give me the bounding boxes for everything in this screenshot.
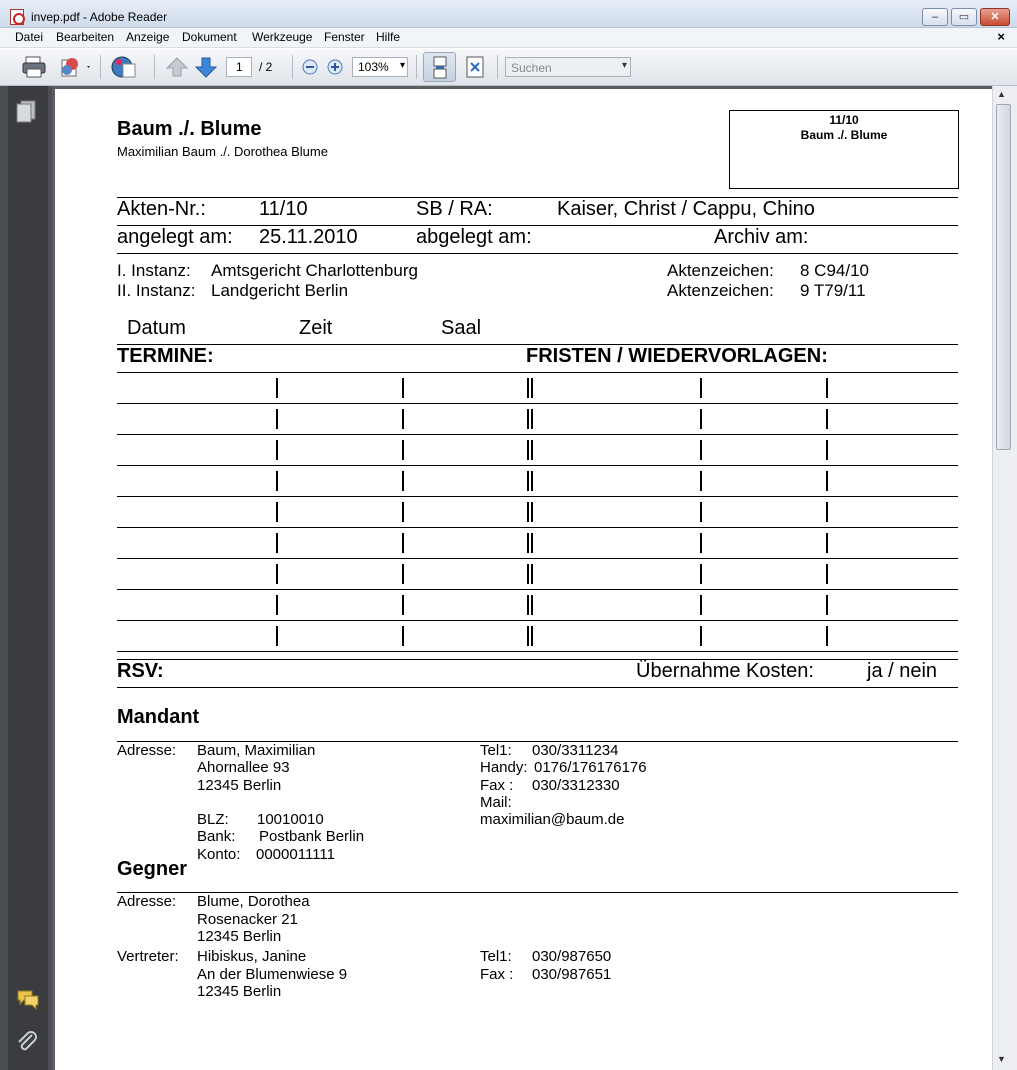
pages-icon[interactable]: [16, 100, 38, 129]
grid-separator: [826, 595, 828, 615]
page-total: / 2: [259, 60, 273, 74]
angelegt-value: 25.11.2010: [259, 226, 358, 248]
gegner-name: Blume, Dorothea: [197, 893, 310, 910]
grid-separator: [531, 471, 533, 491]
scroll-down-icon[interactable]: ▼: [997, 1054, 1006, 1064]
vertreter-tel1-label: Tel1:: [480, 948, 512, 965]
vertreter-fax: 030/987651: [532, 966, 612, 983]
akten-label: Akten-Nr.:: [117, 198, 206, 220]
instanz1-value: Amtsgericht Charlottenburg: [211, 261, 418, 280]
mandant-adresse-label: Adresse:: [117, 742, 177, 759]
grid-separator: [276, 378, 278, 398]
navigation-panel: [0, 86, 52, 1070]
doc-subtitle: Maximilian Baum ./. Dorothea Blume: [117, 144, 328, 159]
menu-hilfe[interactable]: Hilfe: [376, 30, 401, 44]
grid-separator: [826, 564, 828, 584]
instanz2-value: Landgericht Berlin: [211, 281, 349, 300]
col-saal: Saal: [441, 317, 482, 339]
grid-separator: [402, 409, 404, 429]
scroll-thumb[interactable]: [996, 104, 1011, 450]
fristen-heading: FRISTEN / WIEDERVORLAGEN:: [526, 345, 828, 367]
mandant-mail: maximilian@baum.de: [480, 811, 625, 828]
gegner-adresse-label: Adresse:: [117, 893, 177, 910]
grid-separator: [826, 440, 828, 460]
grid-separator: [276, 471, 278, 491]
grid-separator: [276, 626, 278, 646]
az2-value: 9 T79/11: [800, 281, 866, 300]
grid-separator: [402, 564, 404, 584]
grid-separator: [276, 564, 278, 584]
ja-nein: ja / nein: [867, 660, 938, 682]
grid-row-line: [117, 465, 958, 466]
grid-separator: [531, 378, 533, 398]
grid-separator: [276, 595, 278, 615]
mandant-heading: Mandant: [117, 706, 200, 728]
pdf-app-icon: [10, 9, 24, 25]
gegner-street: Rosenacker 21: [197, 911, 298, 928]
grid-separator: [402, 440, 404, 460]
vertreter-fax-label: Fax :: [480, 966, 514, 983]
grid-separator: [402, 471, 404, 491]
mandant-fax: 030/3312330: [532, 777, 620, 794]
sb-value: Kaiser, Christ / Cappu, Chino: [557, 198, 815, 220]
mandant-blz: 10010010: [257, 811, 324, 828]
grid-row-line: [117, 558, 958, 559]
mandant-tel1: 030/3311234: [532, 742, 619, 759]
grid-separator: [700, 533, 702, 553]
menu-anzeige[interactable]: Anzeige: [126, 30, 170, 44]
termine-heading: TERMINE:: [117, 345, 214, 367]
akten-value: 11/10: [259, 198, 308, 220]
case-box-number: 11/10: [829, 113, 859, 127]
zoom-in-icon[interactable]: [325, 54, 351, 80]
menu-bearbeiten[interactable]: Bearbeiten: [56, 30, 115, 44]
gegner-city: 12345 Berlin: [197, 928, 282, 945]
pdf-page: [55, 89, 992, 1070]
archiv-label: Archiv am:: [714, 226, 809, 248]
az1-label: Aktenzeichen:: [667, 261, 774, 280]
window-title: invep.pdf - Adobe Reader: [31, 10, 168, 24]
grid-separator: [531, 502, 533, 522]
grid-separator: [531, 564, 533, 584]
attachments-icon[interactable]: [16, 1030, 38, 1059]
grid-separator: [527, 626, 529, 646]
mandant-konto-label: Konto:: [197, 846, 241, 863]
close-button[interactable]: ✕: [980, 8, 1010, 26]
az1-value: 8 C94/10: [800, 261, 869, 280]
maximize-button[interactable]: ▭: [951, 8, 977, 26]
collaborate-icon[interactable]: [110, 54, 136, 80]
document-viewport[interactable]: [52, 86, 992, 1070]
vertreter-city: 12345 Berlin: [197, 983, 282, 1000]
comments-icon[interactable]: [16, 988, 40, 1015]
mandant-handy: 0176/176176176: [534, 759, 647, 776]
grid-separator: [276, 440, 278, 460]
mandant-city: 12345 Berlin: [197, 777, 282, 794]
case-label-box: [729, 110, 959, 189]
mandant-konto: 0000011111: [256, 846, 335, 863]
print-icon[interactable]: [21, 54, 47, 80]
grid-separator: [826, 533, 828, 553]
mandant-bank: Postbank Berlin: [259, 828, 365, 845]
uebernahme-label: Übernahme Kosten:: [636, 660, 814, 682]
mandant-name: Baum, Maximilian: [197, 742, 316, 759]
col-datum: Datum: [127, 317, 186, 339]
case-box-name: Baum ./. Blume: [800, 128, 888, 142]
mandant-street: Ahornallee 93: [197, 759, 290, 776]
grid-separator: [527, 502, 529, 522]
grid-row-line: [117, 496, 958, 497]
grid-separator: [402, 626, 404, 646]
grid-row-line: [117, 527, 958, 528]
toolbar: [0, 49, 1017, 86]
search-input[interactable]: Suchen ▾: [505, 57, 631, 77]
instanz1-label: I. Instanz:: [117, 261, 191, 280]
vertreter-tel1: 030/987650: [532, 948, 612, 965]
grid-separator: [700, 595, 702, 615]
mandant-fax-label: Fax :: [480, 777, 514, 794]
abgelegt-label: abgelegt am:: [416, 226, 532, 248]
grid-separator: [531, 626, 533, 646]
grid-row-line: [117, 403, 958, 404]
grid-separator: [276, 409, 278, 429]
page-number-input[interactable]: 1: [226, 57, 252, 77]
mandant-mail-label: Mail:: [480, 794, 512, 811]
grid-separator: [700, 626, 702, 646]
scroll-mode-button[interactable]: [423, 52, 456, 82]
menu-dokument[interactable]: Dokument: [182, 30, 237, 44]
grid-separator: [402, 502, 404, 522]
grid-separator: [826, 378, 828, 398]
grid-row-line: [117, 589, 958, 590]
vertreter-name: Hibiskus, Janine: [197, 948, 307, 965]
fit-page-icon[interactable]: [462, 54, 488, 80]
grid-row-line: [117, 434, 958, 435]
grid-separator: [700, 502, 702, 522]
grid-separator: [276, 533, 278, 553]
grid-separator: [276, 502, 278, 522]
vertical-scrollbar[interactable]: [992, 86, 1017, 1070]
grid-separator: [531, 533, 533, 553]
grid-separator: [826, 626, 828, 646]
grid-row-line: [117, 620, 958, 621]
rsv-label: RSV:: [117, 660, 164, 682]
previous-page-icon[interactable]: [164, 54, 190, 80]
grid-separator: [531, 440, 533, 460]
grid-row-line: [117, 651, 958, 652]
grid-separator: [826, 471, 828, 491]
grid-separator: [527, 595, 529, 615]
scroll-up-icon[interactable]: ▲: [997, 89, 1006, 99]
menu-fenster[interactable]: Fenster: [324, 30, 365, 44]
az2-label: Aktenzeichen:: [667, 281, 774, 300]
instanz2-label: II. Instanz:: [117, 281, 196, 300]
grid-separator: [700, 471, 702, 491]
sb-label: SB / RA:: [416, 198, 493, 220]
col-zeit: Zeit: [299, 317, 333, 339]
grid-separator: [531, 595, 533, 615]
grid-separator: [531, 409, 533, 429]
zoom-select[interactable]: 103% ▾: [352, 57, 408, 77]
grid-separator: [700, 378, 702, 398]
mandant-bank-label: Bank:: [197, 828, 236, 845]
grid-separator: [527, 533, 529, 553]
mandant-handy-label: Handy:: [480, 759, 528, 776]
gegner-heading: Gegner: [117, 858, 188, 880]
menu-bar: [0, 28, 1017, 48]
mandant-blz-label: BLZ:: [197, 811, 229, 828]
grid-separator: [527, 440, 529, 460]
grid-separator: [700, 564, 702, 584]
grid-separator: [527, 564, 529, 584]
grid-separator: [700, 440, 702, 460]
menu-datei[interactable]: Datei: [15, 30, 44, 44]
gegner-vertreter-label: Vertreter:: [117, 948, 179, 965]
grid-separator: [527, 409, 529, 429]
menu-werkzeuge[interactable]: Werkzeuge: [252, 30, 313, 44]
title-bar: [0, 0, 1017, 28]
next-page-icon[interactable]: [193, 54, 219, 80]
grid-separator: [700, 409, 702, 429]
grid-separator: [826, 409, 828, 429]
minimize-button[interactable]: ‒: [922, 8, 948, 26]
vertreter-street: An der Blumenwiese 9: [197, 966, 348, 983]
document-close-icon[interactable]: ×: [997, 29, 1005, 44]
grid-separator: [402, 595, 404, 615]
angelegt-label: angelegt am:: [117, 226, 233, 248]
grid-separator: [527, 471, 529, 491]
zoom-out-icon[interactable]: [300, 54, 326, 80]
grid-separator: [527, 378, 529, 398]
doc-title: Baum ./. Blume: [117, 118, 262, 140]
mandant-tel1-label: Tel1:: [480, 742, 512, 759]
grid-separator: [402, 533, 404, 553]
grid-separator: [826, 502, 828, 522]
share-icon[interactable]: [58, 54, 84, 80]
grid-separator: [402, 378, 404, 398]
